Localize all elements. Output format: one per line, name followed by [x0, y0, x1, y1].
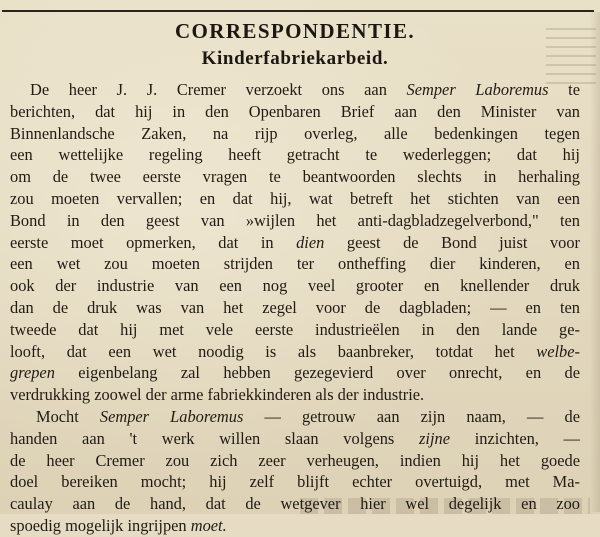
top-rule	[2, 10, 594, 12]
text-run: Mocht	[36, 406, 100, 426]
italic-text: dien	[296, 232, 325, 252]
italic-text: Semper Laboremus	[406, 80, 549, 99]
text-line	[10, 471, 580, 493]
text-run: inzichten, —	[450, 428, 580, 448]
italic-text: welbe-	[536, 341, 580, 361]
text-run: zou moeten vervallen; en dat hij, wat betreft het stichten van een	[10, 188, 580, 208]
text-run: verdrukking zoowel der arme fabriekkinderen als der industrie.	[10, 385, 425, 405]
italic-text: zijne	[419, 428, 450, 448]
text-line	[10, 253, 580, 275]
text-run: een wettelijke regeling heeft getracht te wederleggen; dat hij	[10, 145, 580, 165]
text-run: Binnenlandsche Zaken, na rijp overleg, alle bedenkingen tegen	[10, 123, 580, 143]
text-run: dan de druk was van het zegel voor de dagbladen; — en ten	[10, 297, 580, 317]
text-line	[10, 210, 580, 232]
section-heading: CORRESPONDENTIE.	[174, 19, 416, 43]
text-run: caulay aan de hand, dat de wetgever hier wel degelijk en zoo	[10, 494, 580, 514]
text-run: looft, dat een wet noodig is als baanbreker, totdat het	[10, 341, 537, 361]
text-line	[10, 297, 580, 319]
text-line	[10, 406, 580, 428]
text-run: eerste moet opmerken, dat in	[10, 232, 297, 252]
text-line	[10, 275, 580, 297]
text-line	[10, 123, 580, 145]
text-line	[10, 362, 580, 384]
text-line	[10, 144, 580, 166]
text-run: spoedig mogelijk ingrijpen	[10, 515, 191, 535]
text-line	[10, 493, 580, 515]
text-line	[10, 101, 580, 123]
text-run: berichten, dat hij in den Openbaren Brief aan den Minister van	[10, 101, 580, 121]
text-run: ook der industrie van een nog veel grooter en knellender druk	[10, 276, 580, 296]
italic-text: Semper Laboremus	[99, 406, 244, 426]
text-run: De heer J. J. Cremer verzoekt ons aan	[30, 80, 407, 99]
text-line	[10, 428, 580, 450]
text-line	[10, 319, 580, 341]
article-title: Kinderfabriekarbeid.	[201, 48, 389, 69]
text-run: — getrouw aan zijn naam, — de	[243, 406, 580, 426]
text-run: Bond in den geest van »wijlen het anti-dagbladzegelverbond," ten	[10, 210, 580, 230]
text-line	[10, 450, 580, 472]
text-line	[10, 188, 580, 210]
text-line	[10, 232, 580, 254]
text-line	[10, 166, 580, 188]
text-run: de heer Cremer zou zich zeer verheugen, indien hij het goede	[10, 450, 580, 470]
text-run: om de twee eerste vragen te beantwoorden slechts in herhaling	[10, 167, 580, 187]
text-run: een wet zou moeten strijden ter ontheffing dier kinderen, en	[10, 254, 580, 274]
text-run: tweede dat hij met vele eerste industrieëlen in den lande ge-	[10, 319, 580, 339]
text-run: te	[548, 80, 580, 99]
text-run: geest de Bond juist voor	[324, 232, 580, 252]
text-line	[10, 79, 580, 101]
text-run: doel bereiken mocht; hij zelf blijft echter overtuigd, met Ma-	[10, 472, 580, 492]
text-line	[10, 341, 580, 363]
text-line	[10, 515, 580, 537]
text-run: handen aan 't werk willen slaan volgens	[10, 428, 420, 448]
italic-text: moet.	[190, 515, 227, 535]
text-line	[10, 384, 580, 406]
article-body	[10, 79, 580, 537]
text-run: eigenbelang zal hebben gezegevierd over onrecht, en de	[54, 363, 580, 383]
italic-text: grepen	[10, 363, 55, 383]
